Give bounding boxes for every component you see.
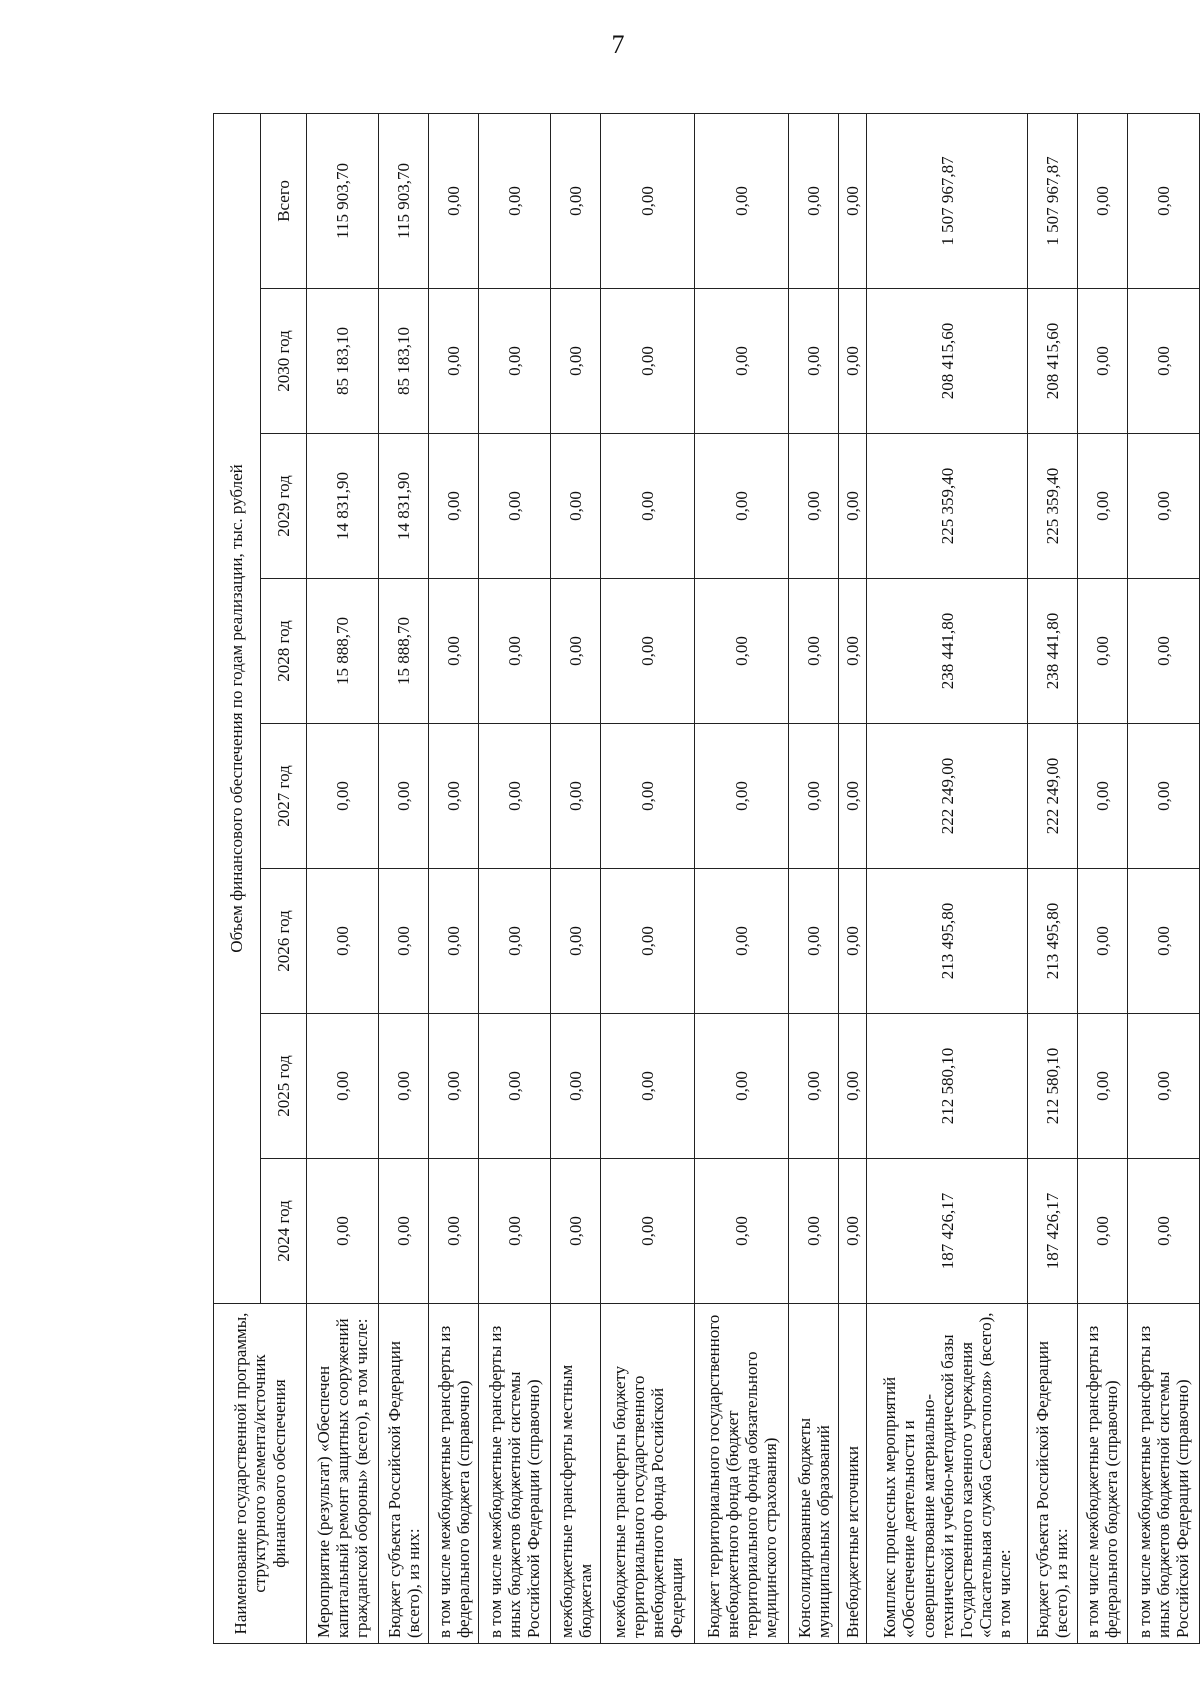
value-cell: 0,00 <box>695 869 789 1014</box>
table-body <box>307 113 1200 1643</box>
value-cell: 0,00 <box>1127 724 1199 869</box>
table-row <box>429 113 479 1643</box>
row-name-cell: в том числе межбюджетные трансферты из иных бюджетов бюджетной системы Российской Федерации (справочно) <box>479 1304 551 1644</box>
value-cell: 14 831,90 <box>379 434 429 579</box>
value-cell: 213 495,80 <box>1027 869 1077 1014</box>
value-cell: 0,00 <box>429 724 479 869</box>
row-name-cell: Бюджет территориального государственного внебюджетного фонда (бюджет территориального фонда обязательного медицинского страхования) <box>695 1304 789 1644</box>
value-cell: 0,00 <box>479 113 551 288</box>
value-cell: 0,00 <box>307 724 379 869</box>
value-cell: 0,00 <box>789 113 839 288</box>
value-cell: 0,00 <box>1127 289 1199 434</box>
value-cell: 0,00 <box>789 579 839 724</box>
table-row <box>867 113 1027 1643</box>
value-cell: 0,00 <box>479 1159 551 1304</box>
value-cell: 212 580,10 <box>867 1014 1027 1159</box>
value-cell: 0,00 <box>695 434 789 579</box>
header-volume: Объем финансового обеспечения по годам реализации, тыс. рублей <box>214 113 261 1303</box>
value-cell: 0,00 <box>551 434 601 579</box>
value-cell: 0,00 <box>551 1159 601 1304</box>
value-cell: 0,00 <box>479 289 551 434</box>
row-name-cell: в том числе межбюджетные трансферты из федерального бюджета (справочно) <box>1077 1304 1127 1644</box>
value-cell: 0,00 <box>601 289 695 434</box>
value-cell: 0,00 <box>1127 434 1199 579</box>
value-cell: 238 441,80 <box>867 579 1027 724</box>
value-cell: 14 831,90 <box>307 434 379 579</box>
value-cell: 0,00 <box>479 1014 551 1159</box>
value-cell: 0,00 <box>1077 1159 1127 1304</box>
value-cell: 0,00 <box>1077 434 1127 579</box>
value-cell: 0,00 <box>601 1014 695 1159</box>
value-cell: 208 415,60 <box>867 289 1027 434</box>
value-cell: 0,00 <box>1077 289 1127 434</box>
value-cell: 222 249,00 <box>867 724 1027 869</box>
value-cell: 187 426,17 <box>867 1159 1027 1304</box>
row-name-cell: Бюджет субъекта Российской Федерации (всего), из них: <box>1027 1304 1077 1644</box>
value-cell: 0,00 <box>379 1014 429 1159</box>
financing-table <box>213 113 1200 1644</box>
table-row <box>1027 113 1077 1643</box>
value-cell: 0,00 <box>551 113 601 288</box>
table-row <box>695 113 789 1643</box>
value-cell: 0,00 <box>551 579 601 724</box>
header-year: 2024 год <box>260 1159 307 1304</box>
value-cell: 0,00 <box>551 289 601 434</box>
header-name-column: Наименование государственной программы, структурного элемента/источник финансового обеспечения <box>214 1304 307 1644</box>
value-cell: 0,00 <box>479 579 551 724</box>
value-cell: 0,00 <box>839 1014 867 1159</box>
table-row <box>307 113 379 1643</box>
value-cell: 225 359,40 <box>867 434 1027 579</box>
table-header <box>214 113 307 1643</box>
header-year: 2029 год <box>260 434 307 579</box>
row-name-cell: Мероприятие (результат) «Обеспечен капитальный ремонт защитных сооружений гражданской обороны» (всего), в том числе: <box>307 1304 379 1644</box>
value-cell: 0,00 <box>1077 724 1127 869</box>
value-cell: 0,00 <box>1127 869 1199 1014</box>
value-cell: 0,00 <box>429 869 479 1014</box>
row-name-cell: в том числе межбюджетные трансферты из федерального бюджета (справочно) <box>429 1304 479 1644</box>
value-cell: 213 495,80 <box>867 869 1027 1014</box>
value-cell: 0,00 <box>479 869 551 1014</box>
value-cell: 0,00 <box>307 1014 379 1159</box>
value-cell: 212 580,10 <box>1027 1014 1077 1159</box>
value-cell: 0,00 <box>1077 579 1127 724</box>
page-number: 7 <box>611 30 625 59</box>
value-cell: 222 249,00 <box>1027 724 1077 869</box>
table-row <box>1127 113 1199 1643</box>
value-cell: 15 888,70 <box>307 579 379 724</box>
table-row <box>839 113 867 1643</box>
value-cell: 0,00 <box>429 1159 479 1304</box>
row-name-cell: межбюджетные трансферты местным бюджетам <box>551 1304 601 1644</box>
value-cell: 0,00 <box>839 113 867 288</box>
value-cell: 0,00 <box>789 289 839 434</box>
value-cell: 0,00 <box>839 1159 867 1304</box>
value-cell: 0,00 <box>1127 579 1199 724</box>
value-cell: 0,00 <box>695 579 789 724</box>
header-year: Всего <box>260 113 307 288</box>
row-name-cell: Внебюджетные источники <box>839 1304 867 1644</box>
value-cell: 0,00 <box>551 724 601 869</box>
value-cell: 0,00 <box>379 724 429 869</box>
value-cell: 208 415,60 <box>1027 289 1077 434</box>
value-cell: 0,00 <box>1127 1159 1199 1304</box>
value-cell: 0,00 <box>307 869 379 1014</box>
value-cell: 0,00 <box>839 434 867 579</box>
row-name-cell: Бюджет субъекта Российской Федерации (всего), из них: <box>379 1304 429 1644</box>
value-cell: 0,00 <box>839 724 867 869</box>
value-cell: 0,00 <box>429 289 479 434</box>
value-cell: 0,00 <box>1077 1014 1127 1159</box>
value-cell: 0,00 <box>601 579 695 724</box>
row-name-cell: межбюджетные трансферты бюджету территориального государственного внебюджетного фонда Российской Федерации <box>601 1304 695 1644</box>
row-name-cell: Консолидированные бюджеты муниципальных образований <box>789 1304 839 1644</box>
header-year: 2030 год <box>260 289 307 434</box>
value-cell: 0,00 <box>695 1014 789 1159</box>
value-cell: 0,00 <box>839 869 867 1014</box>
value-cell: 187 426,17 <box>1027 1159 1077 1304</box>
value-cell: 15 888,70 <box>379 579 429 724</box>
table-row <box>1077 113 1127 1643</box>
value-cell: 0,00 <box>551 869 601 1014</box>
value-cell: 0,00 <box>429 113 479 288</box>
value-cell: 1 507 967,87 <box>1027 113 1077 288</box>
value-cell: 0,00 <box>601 1159 695 1304</box>
value-cell: 85 183,10 <box>379 289 429 434</box>
value-cell: 0,00 <box>379 869 429 1014</box>
value-cell: 85 183,10 <box>307 289 379 434</box>
value-cell: 0,00 <box>1127 1014 1199 1159</box>
header-year: 2028 год <box>260 579 307 724</box>
value-cell: 238 441,80 <box>1027 579 1077 724</box>
value-cell: 0,00 <box>379 1159 429 1304</box>
value-cell: 225 359,40 <box>1027 434 1077 579</box>
value-cell: 0,00 <box>839 579 867 724</box>
value-cell: 0,00 <box>429 434 479 579</box>
value-cell: 0,00 <box>601 434 695 579</box>
value-cell: 115 903,70 <box>307 113 379 288</box>
header-year: 2027 год <box>260 724 307 869</box>
value-cell: 0,00 <box>1077 113 1127 288</box>
value-cell: 0,00 <box>1077 869 1127 1014</box>
value-cell: 0,00 <box>695 113 789 288</box>
table-row <box>551 113 601 1643</box>
header-year: 2026 год <box>260 869 307 1014</box>
value-cell: 0,00 <box>479 434 551 579</box>
table-row <box>379 113 429 1643</box>
table-row <box>479 113 551 1643</box>
row-name-cell: Комплекс процессных мероприятий «Обеспечение деятельности и совершенствование материально-технической и учебно-методической базы Государственного казенного учреждения «Спасательная служба Севастополя» (всего), в том числе: <box>867 1304 1027 1644</box>
table-row <box>601 113 695 1643</box>
value-cell: 0,00 <box>695 289 789 434</box>
value-cell: 0,00 <box>789 724 839 869</box>
value-cell: 115 903,70 <box>379 113 429 288</box>
rotated-table-wrapper <box>213 114 1192 1644</box>
value-cell: 0,00 <box>1127 113 1199 288</box>
value-cell: 0,00 <box>695 1159 789 1304</box>
header-year: 2025 год <box>260 1014 307 1159</box>
value-cell: 0,00 <box>789 434 839 579</box>
value-cell: 0,00 <box>307 1159 379 1304</box>
value-cell: 0,00 <box>429 579 479 724</box>
value-cell: 0,00 <box>695 724 789 869</box>
value-cell: 0,00 <box>479 724 551 869</box>
value-cell: 0,00 <box>789 869 839 1014</box>
value-cell: 0,00 <box>839 289 867 434</box>
value-cell: 1 507 967,87 <box>867 113 1027 288</box>
value-cell: 0,00 <box>551 1014 601 1159</box>
value-cell: 0,00 <box>601 724 695 869</box>
value-cell: 0,00 <box>601 113 695 288</box>
table-row <box>789 113 839 1643</box>
value-cell: 0,00 <box>789 1014 839 1159</box>
value-cell: 0,00 <box>789 1159 839 1304</box>
row-name-cell: в том числе межбюджетные трансферты из иных бюджетов бюджетной системы Российской Федерации (справочно) <box>1127 1304 1199 1644</box>
value-cell: 0,00 <box>601 869 695 1014</box>
value-cell: 0,00 <box>429 1014 479 1159</box>
